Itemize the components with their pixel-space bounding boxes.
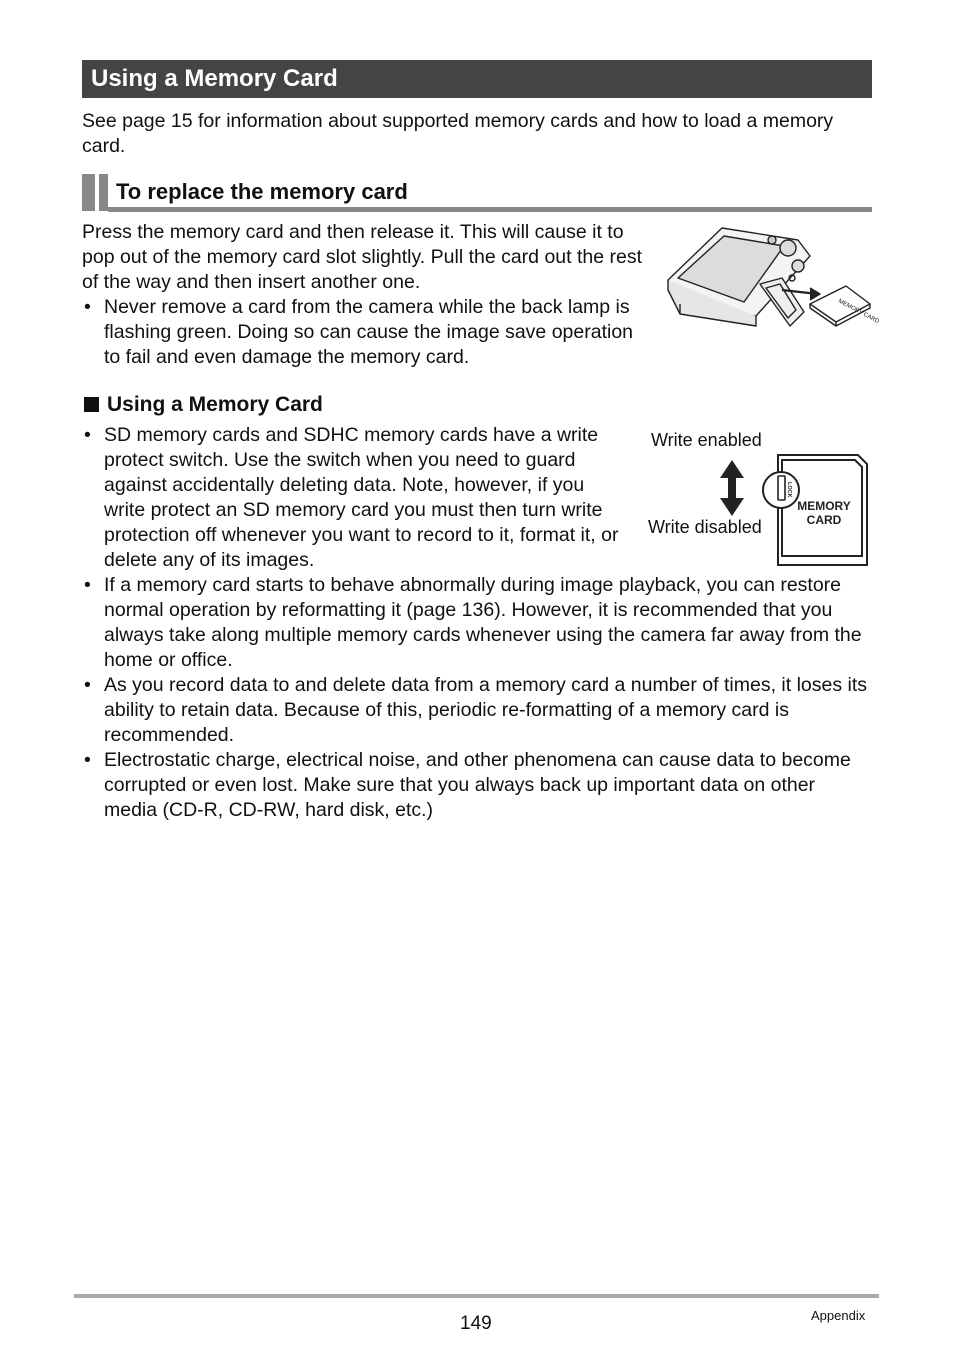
list-item <box>82 573 872 673</box>
bullet-mark: • <box>84 424 91 446</box>
bullet-text: As you record data to and delete data from a memory card a number of times, it loses its ability to retain data. Because of this, periodic re-formatting of a memory card is recommended. <box>104 674 868 746</box>
down-arrow-icon <box>720 498 744 516</box>
bullet-text: If a memory card starts to behave abnormally during image playback, you can restore normal operation by reformatting it (page 136). However, it is recommended that you always take along multiple memory cards whenever using the camera far away from the home or office. <box>104 574 862 671</box>
replace-paragraph: Press the memory card and then release it. This will cause it to pop out of the memory card slot slightly. Pull the card out the rest of the way and then insert another one. <box>82 221 642 293</box>
bullet-mark: • <box>84 749 91 771</box>
using-heading-title: Using a Memory Card <box>107 393 323 416</box>
heading-marker-bar <box>99 174 108 211</box>
bullet-mark: • <box>84 574 91 596</box>
bullet-text: Never remove a card from the camera while the back lamp is flashing green. Doing so can cause the image save operation to fail and even damage the memory card. <box>104 296 634 368</box>
section-title-bar <box>82 60 872 98</box>
bullet-mark: • <box>84 296 91 318</box>
replace-heading-title: To replace the memory card <box>116 179 408 204</box>
sd-card-illustration <box>712 452 872 570</box>
card-text-line1: MEMORY <box>797 499 851 513</box>
list-item <box>82 423 622 573</box>
list-item <box>82 295 647 370</box>
lock-label: LOCK <box>786 482 792 498</box>
intro-text: See page 15 for information about supported memory cards and how to load a memory card. <box>82 110 834 157</box>
bullet-text: SD memory cards and SDHC memory cards have a write protect switch. Use the switch when you need to guard against accidentally deleting data. Note, however, if you write protect an SD memory card you must then turn write protection off whenever you want to record to it, format it, or delete any of its images. <box>104 424 619 571</box>
up-arrow-icon <box>720 460 744 500</box>
camera-card-illustration <box>660 222 881 326</box>
write-enabled-label: Write enabled <box>651 430 762 450</box>
replace-bullet-list <box>82 295 647 370</box>
bullet-text: Electrostatic charge, electrical noise, and other phenomena can cause data to become corrupted or even lost. Make sure that you always back up important data on other media (CD-R, CD-RW, hard disk, etc.) <box>104 749 851 821</box>
square-bullet-icon <box>84 397 99 412</box>
write-disabled-label: Write disabled <box>648 517 762 537</box>
heading-underline <box>108 207 872 212</box>
card-text-line2: CARD <box>806 513 842 527</box>
section-title: Using a Memory Card <box>91 65 338 92</box>
card-label: MEMORY CARD <box>837 298 881 326</box>
bullet-mark: • <box>84 674 91 696</box>
using-heading <box>82 391 323 419</box>
list-item <box>82 748 872 823</box>
footer-rule <box>74 1294 879 1298</box>
footer-section-label: Appendix <box>811 1308 866 1323</box>
replace-heading <box>82 174 872 213</box>
list-item <box>82 673 872 748</box>
page-number: 149 <box>460 1313 492 1334</box>
using-bullet-list-a <box>82 423 622 573</box>
heading-marker-bar <box>82 174 95 211</box>
using-bullet-list-b <box>82 573 872 823</box>
